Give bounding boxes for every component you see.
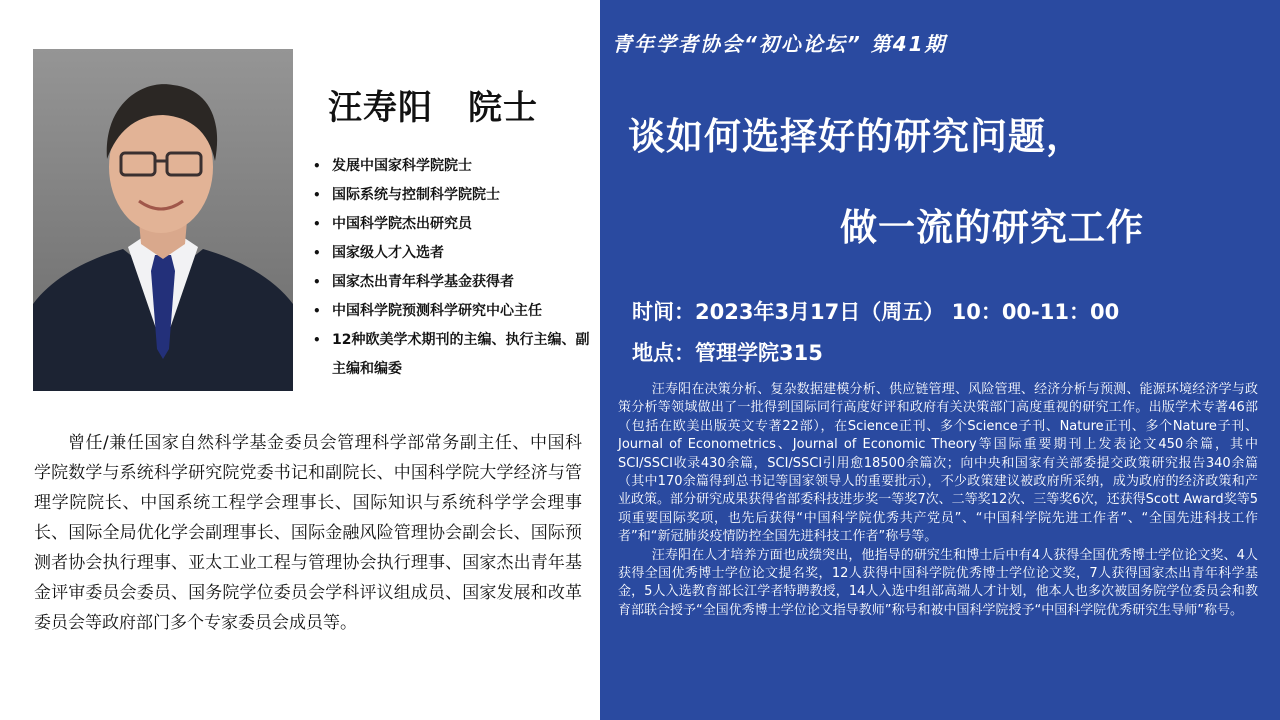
speaker-title-item: • 12种欧美学术期刊的主编、执行主编、副主编和编委 <box>313 326 595 384</box>
speaker-achievements <box>618 381 1258 620</box>
speaker-title-item: • 国家级人才入选者 <box>313 239 595 268</box>
speaker-title-item: • 中国科学院杰出研究员 <box>313 210 595 239</box>
event-location: 地点：管理学院315 <box>632 341 823 365</box>
speaker-portrait-photo <box>33 49 293 391</box>
speaker-title-item: • 中国科学院预测科学研究中心主任 <box>313 297 595 326</box>
forum-series-title: 青年学者协会“初心论坛” 第41期 <box>612 32 947 56</box>
speaker-name: 汪寿阳 院士 <box>328 88 538 128</box>
event-time: 时间：2023年3月17日（周五） 10：00-11：00 <box>632 300 1120 324</box>
speaker-title-item: • 国家杰出青年科学基金获得者 <box>313 268 595 297</box>
speaker-title-item: • 发展中国家科学院院士 <box>313 152 595 181</box>
speaker-bio: 曾任/兼任国家自然科学基金委员会管理科学部常务副主任、中国科学院数学与系统科学研究院党委书记和副院长、中国科学院大学经济与管理学院院长、中国系统工程学会理事长、国际知识与系统科学学会理事长、国际全局优化学会副理事长、国际金融风险管理协会副会长、国际预测者协会执行理事、亚太工业工程与管理协会执行理事、国家杰出青年基金评审委员会委员、国务院学位委员会学科评议组成员、国家发展和改革委员会等政府部门多个专家委员会成员等。 <box>34 433 582 633</box>
speaker-title-item: • 国际系统与控制科学院院士 <box>313 181 595 210</box>
talk-title-line-1: 谈如何选择好的研究问题， <box>628 115 1084 158</box>
achievements-paragraph-research: 汪寿阳在决策分析、复杂数据建模分析、供应链管理、风险管理、经济分析与预测、能源环境经济学与政策分析等领域做出了一批得到国际同行高度好评和政府有关决策部门高度重视的研究工作。出版学术专著46部（包括在欧美出版英文专著22部），在Science正刊、多个Science子刊、Nature正刊、多个Nature子刊、Journal of Econometrics、Journal of Economic Theory等国际重要期刊上发表论文450余篇，其中SCI/SSCI收录430余篇，SCI/SSCI引用愈18500余篇次；向中央和国家有关部委提交政策研究报告340余篇（其中170余篇得到总书记等国家领导人的重要批示），不少政策建议被政府所采纳，成为政府的经济政策和产业政策。部分研究成果获得省部委科技进步奖一等奖7次、二等奖12次、三等奖6次，还获得Scott Award奖等5项重要国际奖项，也先后获得“中国科学院优秀共产党员”、“中国科学院先进工作者”、“全国先进科技工作者”和“新冠肺炎疫情防控全国先进科技工作者”称号等。 <box>618 382 1258 545</box>
event-panel <box>600 0 1280 720</box>
achievements-paragraph-mentoring: 汪寿阳在人才培养方面也成绩突出，他指导的研究生和博士后中有4人获得全国优秀博士学位论文奖、4人获得全国优秀博士学位论文提名奖，12人获得中国科学院优秀博士学位论文奖，7人获得国家杰出青年科学基金，5人入选教育部长江学者特聘教授，14人入选中组部高端人才计划，他本人也多次被国务院学位委员会和教育部联合授予“全国优秀博士学位论文指导教师”称号和被中国科学院授予“中国科学院优秀研究生导师”称号。 <box>618 547 1258 618</box>
speaker-titles-list <box>313 152 595 384</box>
talk-title-line-2: 做一流的研究工作 <box>840 206 1144 249</box>
speaker-panel <box>0 0 600 720</box>
